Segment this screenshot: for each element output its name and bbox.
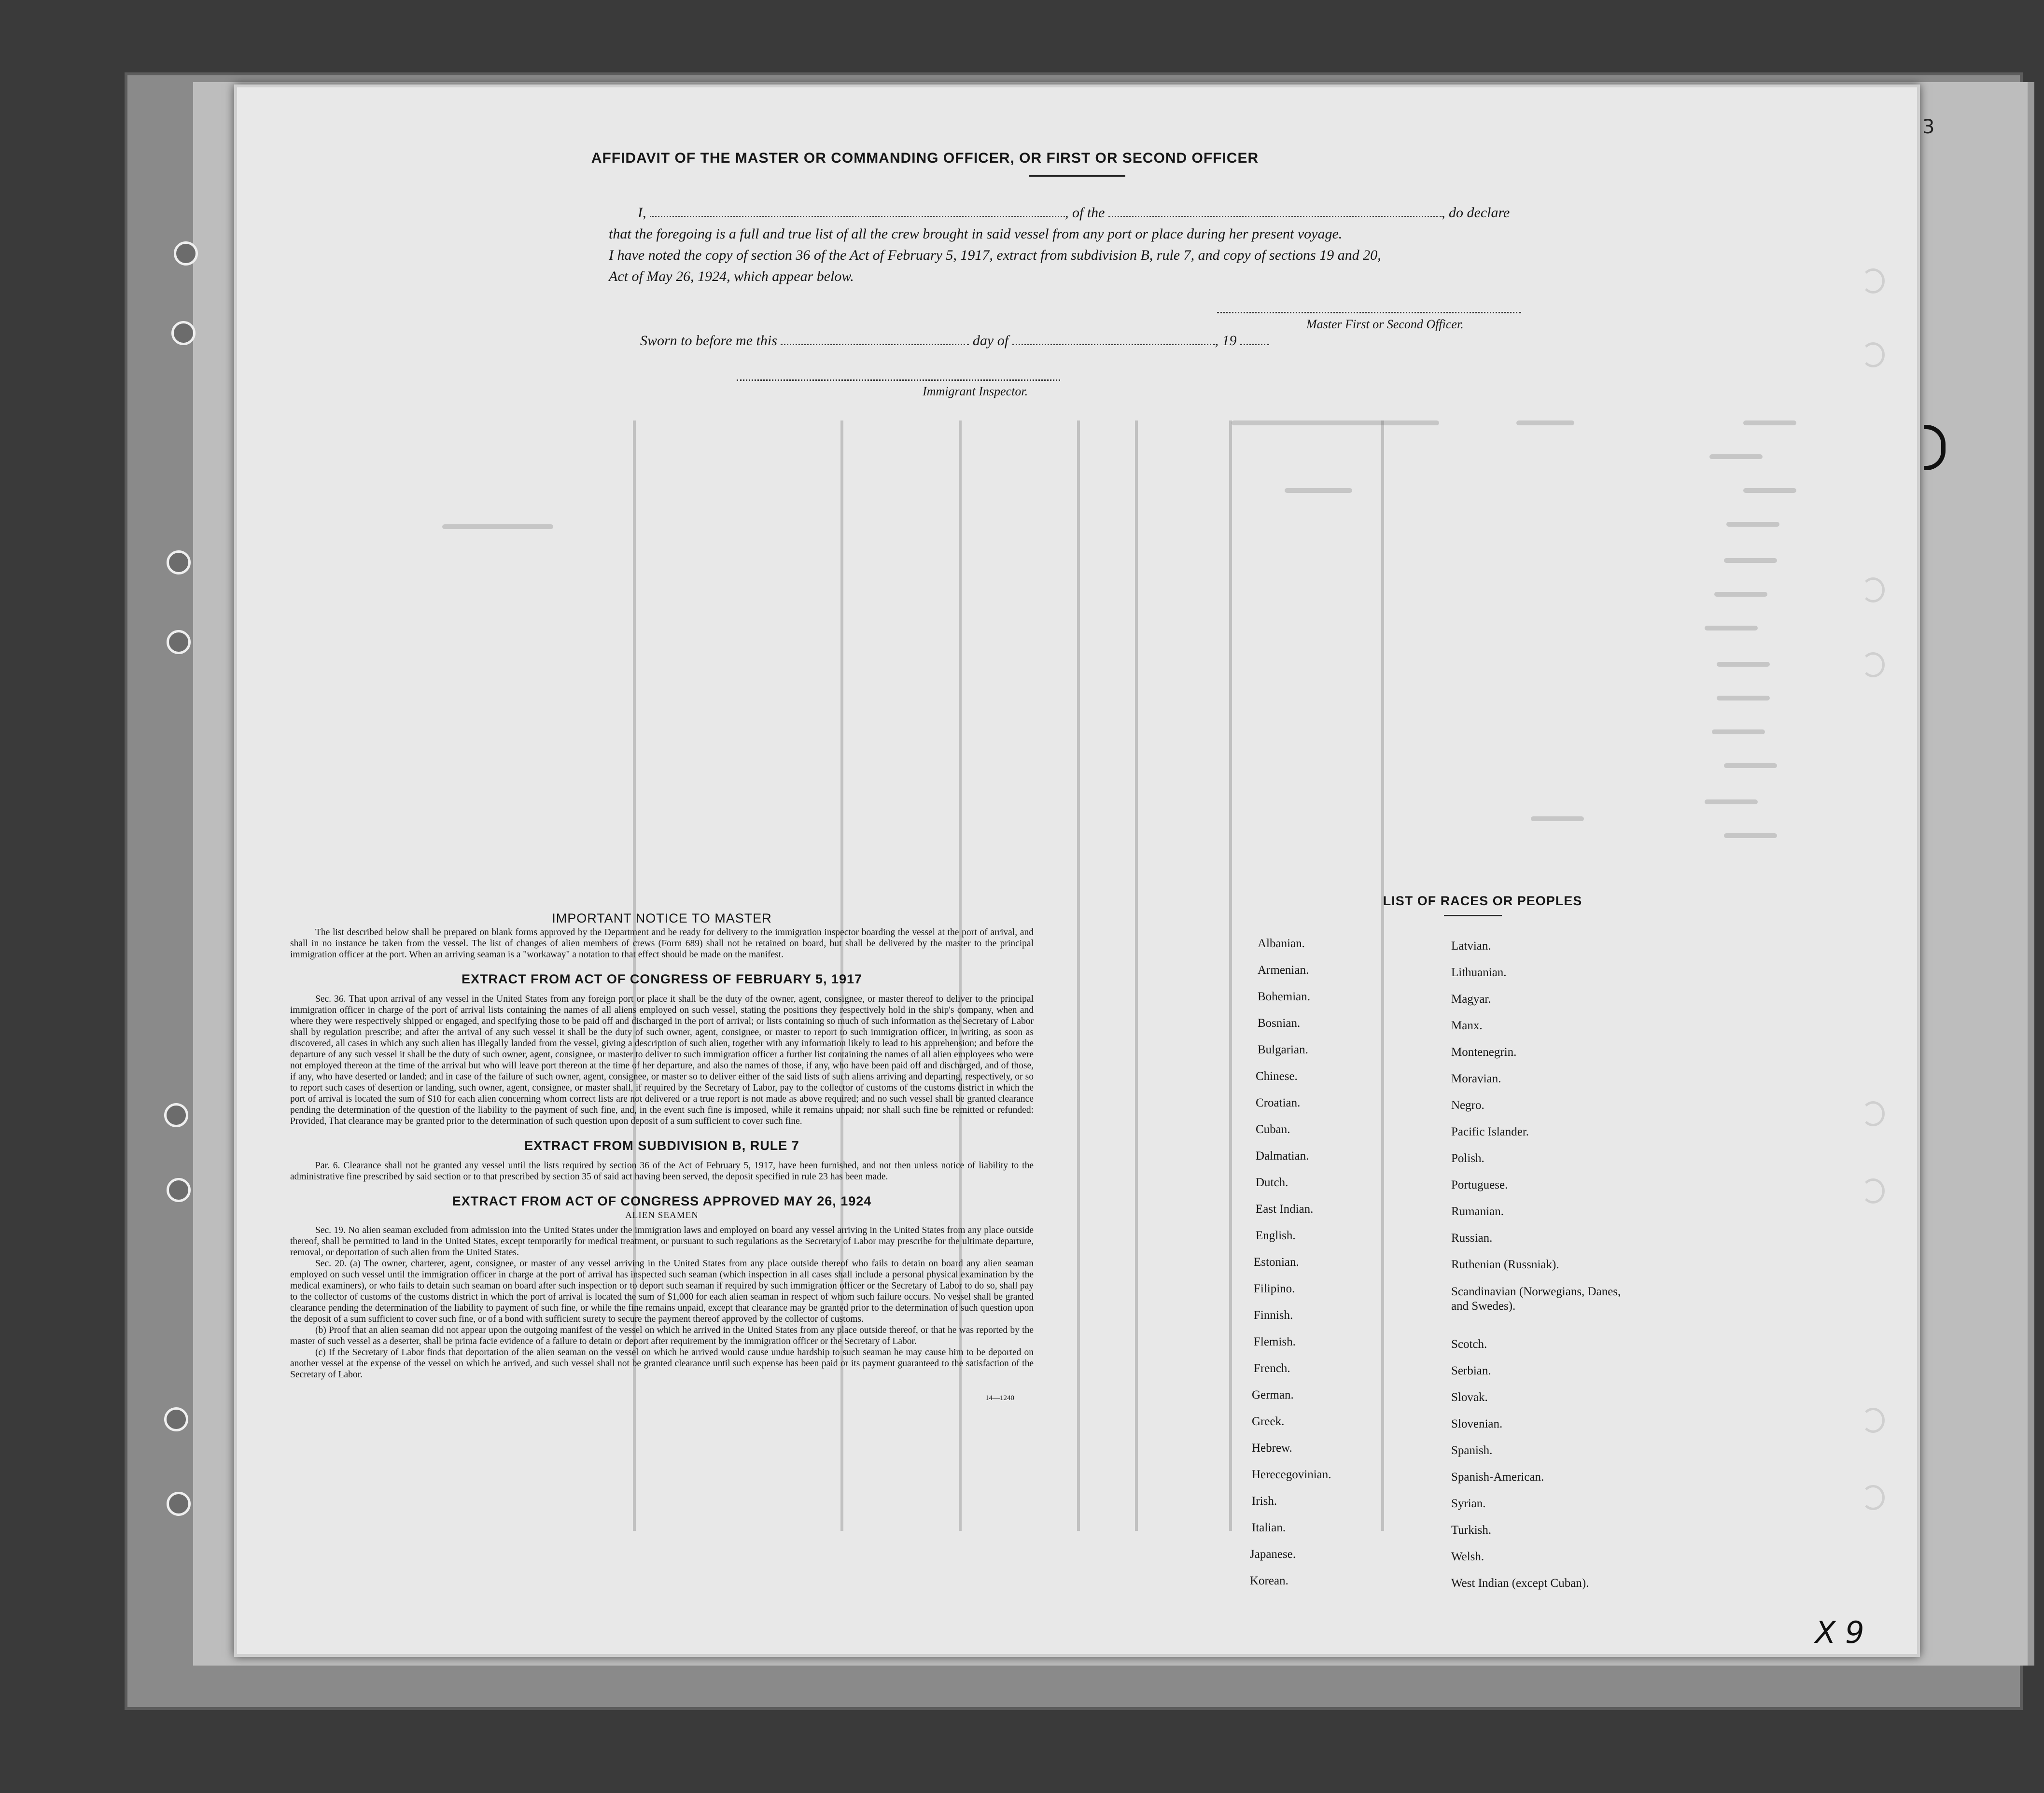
sworn-year-field[interactable] [1240, 332, 1269, 345]
extract-rule7-body: Par. 6. Clearance shall not be granted any vessel until the lists required by section 36 of the Act of February 5, 1917, have been furnished, and not then unless notice of liability to the administrative fine prescribed by said section or to that prescribed by section 35 of said act having been served, the deposit specified in rule 23 has been made. [290, 1161, 1034, 1182]
race-item: Bosnian. [1258, 1017, 1301, 1030]
race-item: East Indian. [1256, 1203, 1314, 1216]
race-item: West Indian (except Cuban). [1451, 1577, 1589, 1590]
sec20b-body: (b) Proof that an alien seaman did not appear upon the outgoing manifest of the vessel on which he arrived in the United States from any place outside thereof, or that he was reported by the master of such vessel as a deserter, shall be prima facie evidence of a failure to detain or deport after requirement by the immigration officer or the Secretary of Labor. [290, 1325, 1034, 1346]
race-item: Italian. [1252, 1521, 1286, 1534]
race-item: Syrian. [1451, 1497, 1486, 1510]
sworn-line [640, 332, 1269, 349]
race-item: Flemish. [1254, 1335, 1296, 1348]
race-item: Lithuanian. [1451, 966, 1507, 979]
race-item: Welsh. [1451, 1550, 1484, 1563]
race-item: Serbian. [1451, 1364, 1491, 1377]
race-item: Spanish-American. [1451, 1471, 1544, 1484]
race-item: Korean. [1250, 1574, 1288, 1587]
declaration-i: I, [638, 205, 646, 221]
binder-ring [164, 1103, 188, 1127]
declaration-of: , of the [1065, 205, 1105, 221]
extract-rule7-title: EXTRACT FROM SUBDIVISION B, RULE 7 [524, 1138, 799, 1153]
race-item: Albanian. [1258, 937, 1305, 950]
binder-ring [167, 1178, 191, 1202]
master-label: Master First or Second Officer. [1306, 317, 1464, 331]
race-item: Greek. [1252, 1415, 1285, 1428]
sworn-month-field[interactable] [1012, 332, 1215, 345]
binder-ring [174, 241, 198, 266]
binder-ring [167, 630, 191, 654]
name-field[interactable] [650, 204, 1065, 217]
sworn-prefix: Sworn to before me this [640, 333, 777, 349]
notice-body: The list described below shall be prepared on blank forms approved by the Department and be ready for delivery to the immigration inspector boarding the vessel at the port of arrival, and shall in no instance be taken from the vessel. The list of changes of alien members of crews (Form 689) shall not be retained on board, but shall be delivered by the master to the principal immigration officer at the port. When an arriving seaman is a "workaway" a notation to that effect should be made on the manifest. [290, 927, 1034, 960]
race-item: Finnish. [1254, 1309, 1293, 1322]
declaration-line-3: I have noted the copy of section 36 of the Act of February 5, 1917, extract from subdivision B, rule 7, and copy of sections 19 and 20, [609, 247, 1381, 263]
race-item: Slovenian. [1451, 1417, 1503, 1430]
affidavit-title: AFFIDAVIT OF THE MASTER OR COMMANDING OFFICER, OR FIRST OR SECOND OFFICER [591, 150, 1259, 166]
race-item: Negro. [1451, 1099, 1484, 1112]
page-number: 3 [1922, 116, 1935, 138]
race-item: Ruthenian (Russniak). [1451, 1258, 1559, 1271]
race-item: Filipino. [1254, 1282, 1295, 1295]
race-item: Cuban. [1256, 1123, 1290, 1136]
race-item: Rumanian. [1451, 1205, 1504, 1218]
race-item: Polish. [1451, 1152, 1484, 1165]
sec20c-body: (c) If the Secretary of Labor finds that deportation of the alien seaman on the vessel on which he arrived would cause undue hardship to such seaman he may cause him to be deported on another vessel at the expense of the vessel on which he arrived, and such vessel shall not be granted clearance until such expense has been paid or its payment guaranteed to the satisfaction of the Secretary of Labor. [290, 1347, 1034, 1380]
race-item: Latvian. [1451, 939, 1491, 953]
master-signature-line[interactable] [1217, 312, 1521, 313]
manifest-page [234, 84, 1920, 1657]
race-item: Armenian. [1258, 964, 1309, 977]
race-item: Chinese. [1256, 1070, 1298, 1083]
race-item: French. [1254, 1362, 1290, 1375]
form-number: 14—1240 [985, 1394, 1014, 1402]
race-item: Portuguese. [1451, 1178, 1508, 1191]
race-item: Bohemian. [1258, 990, 1311, 1003]
sec19-body: Sec. 19. No alien seaman excluded from admission into the United States under the immigration laws and employed on board any vessel arriving in the United States from any place outside thereof, shall be permitted to land in the United States, except temporarily for medical treatment, or pursuant to such regulations as the Secretary of Labor may prescribe for the ultimate departure, removal, or deportation of such alien from the United States. [290, 1225, 1034, 1258]
binder-ring [167, 1492, 191, 1516]
notice-section [290, 913, 1034, 1404]
extract-1917-title: EXTRACT FROM ACT OF CONGRESS OF FEBRUARY 5, 1917 [461, 972, 863, 986]
races-title-rule [1444, 915, 1502, 916]
race-item: Dutch. [1256, 1176, 1288, 1189]
declaration-declare: , do declare [1442, 205, 1510, 221]
race-item: Dalmatian. [1256, 1149, 1309, 1163]
extract-1924-title: EXTRACT FROM ACT OF CONGRESS APPROVED MAY 26, 1924 [452, 1194, 872, 1208]
race-item: Russian. [1451, 1232, 1493, 1245]
vessel-field[interactable] [1108, 204, 1442, 217]
race-item: Scotch. [1451, 1338, 1487, 1351]
race-item: Hebrew. [1252, 1442, 1292, 1455]
inspector-label: Immigrant Inspector. [923, 384, 1028, 398]
race-item: Manx. [1451, 1019, 1483, 1032]
declaration-line-2: that the foregoing is a full and true list of all the crew brought in said vessel from any port or place during her present voyage. [609, 226, 1343, 242]
binder-ring [164, 1407, 188, 1431]
sworn-day-label: day of [972, 333, 1009, 349]
extract-1917-body: Sec. 36. That upon arrival of any vessel in the United States from any foreign port or place it shall be the duty of the owner, agent, consignee, or master thereof to deliver to the principal immigration officer in charge of the port of arrival lists containing the names of all aliens employed on such vessel, stating the positions they respectively hold in the ship's company, when and where they were respectively shipped or engaged, and specifying those to be paid off and discharged in the port of arrival; or lists containing so much of such information as the Secretary of Labor shall by regulation prescribe; and after the arrival of any such vessel it shall be the duty of such owner, agent, consignee, or master to report to such immigration officer, in writing, as soon as discovered, all cases in which any such alien has illegally landed from the vessel, giving a description of such alien, together with any information likely to lead to his apprehension; and before the departure of any such vessel it shall be the duty of such owner, agent, consignee, or master to deliver to such immigration officer a further list containing the names of all alien employees who were not employed thereon at the time of the arrival but who will leave port thereon at the time of her departure, and also the names of those, if any, who have been paid off and discharged, and of those, if any, who have deserted or landed; and in case of the failure of such owner, agent, consignee, or master so to deliver either of the said lists of such aliens arriving and departing, respectively, or so to report such cases of desertion or landing, such owner, agent, consignee, or master shall, if required by the Secretary of Labor, pay to the collector of customs of the customs district in which the port of arrival is located the sum of $10 for each alien concerning whom correct lists are not delivered or a true report is not made as above required; and no such vessel shall be granted clearance pending the determination of the question of the liability to the payment of such fine, and, in the event such fine is imposed, while it remains unpaid; nor shall such fine be remitted or refunded: Provided, That clearance may be granted prior to the determination of such question upon deposit of a sum sufficient to cover such fine. [290, 994, 1034, 1126]
race-item: Scandinavian (Norwegians, Danes, and Swedes). [1451, 1285, 1621, 1313]
alien-seamen-subtitle: ALIEN SEAMEN [625, 1210, 699, 1220]
notice-title: IMPORTANT NOTICE TO MASTER [552, 911, 772, 925]
sworn-day-field[interactable] [781, 332, 969, 345]
affidavit-title-rule [1029, 175, 1125, 177]
race-item: Japanese. [1250, 1548, 1296, 1561]
race-item: Pacific Islander. [1451, 1125, 1529, 1138]
race-item: Irish. [1252, 1495, 1277, 1508]
race-item: Moravian. [1451, 1072, 1501, 1085]
race-item: Bulgarian. [1258, 1043, 1308, 1056]
handwritten-corner-mark: X 9 [1815, 1615, 1864, 1650]
inspector-signature-line[interactable] [737, 379, 1060, 381]
race-item: Spanish. [1451, 1444, 1493, 1457]
race-item: Magyar. [1451, 993, 1491, 1006]
binder-ring [167, 550, 191, 574]
race-item: Slovak. [1451, 1391, 1488, 1404]
race-item: Herecegovinian. [1252, 1468, 1331, 1481]
race-item: Turkish. [1451, 1524, 1492, 1537]
races-title: LIST OF RACES OR PEOPLES [1383, 894, 1582, 908]
race-item: German. [1252, 1388, 1294, 1401]
sworn-year-label: , 19 [1215, 333, 1237, 349]
race-item: English. [1256, 1229, 1296, 1242]
race-item: Montenegrin. [1451, 1046, 1517, 1059]
declaration-line-4: Act of May 26, 1924, which appear below. [609, 268, 854, 284]
binder-ring [171, 321, 196, 345]
race-item: Croatian. [1256, 1096, 1301, 1109]
affidavit-declaration [609, 202, 1598, 287]
sec20a-body: Sec. 20. (a) The owner, charterer, agent, consignee, or master of any vessel arriving in the United States from any place outside thereof who fails to detain on board any alien seaman employed on such vessel until the immigration officer in charge at the port of arrival has inspected such seaman (which inspection in all cases shall include a personal physical examination by the medical examiners), or who fails to detain such seaman on board after such inspection or to deport such seaman if required by such immigration officer or the Secretary of Labor to do so, shall pay to the collector of customs of the customs district in which the port of arrival is located the sum of $1,000 for each alien seaman in respect of whom such failure occurs. No vessel shall be granted clearance pending the determination of the liability to payment of such fine, or while the fine remains unpaid, except that clearance may be granted prior to the determination of such question upon the deposit of a sum sufficient to cover such fine, or of a bond with sufficient surety to secure the payment thereof approved by the collector of customs. [290, 1259, 1034, 1324]
race-item: Estonian. [1254, 1256, 1299, 1269]
